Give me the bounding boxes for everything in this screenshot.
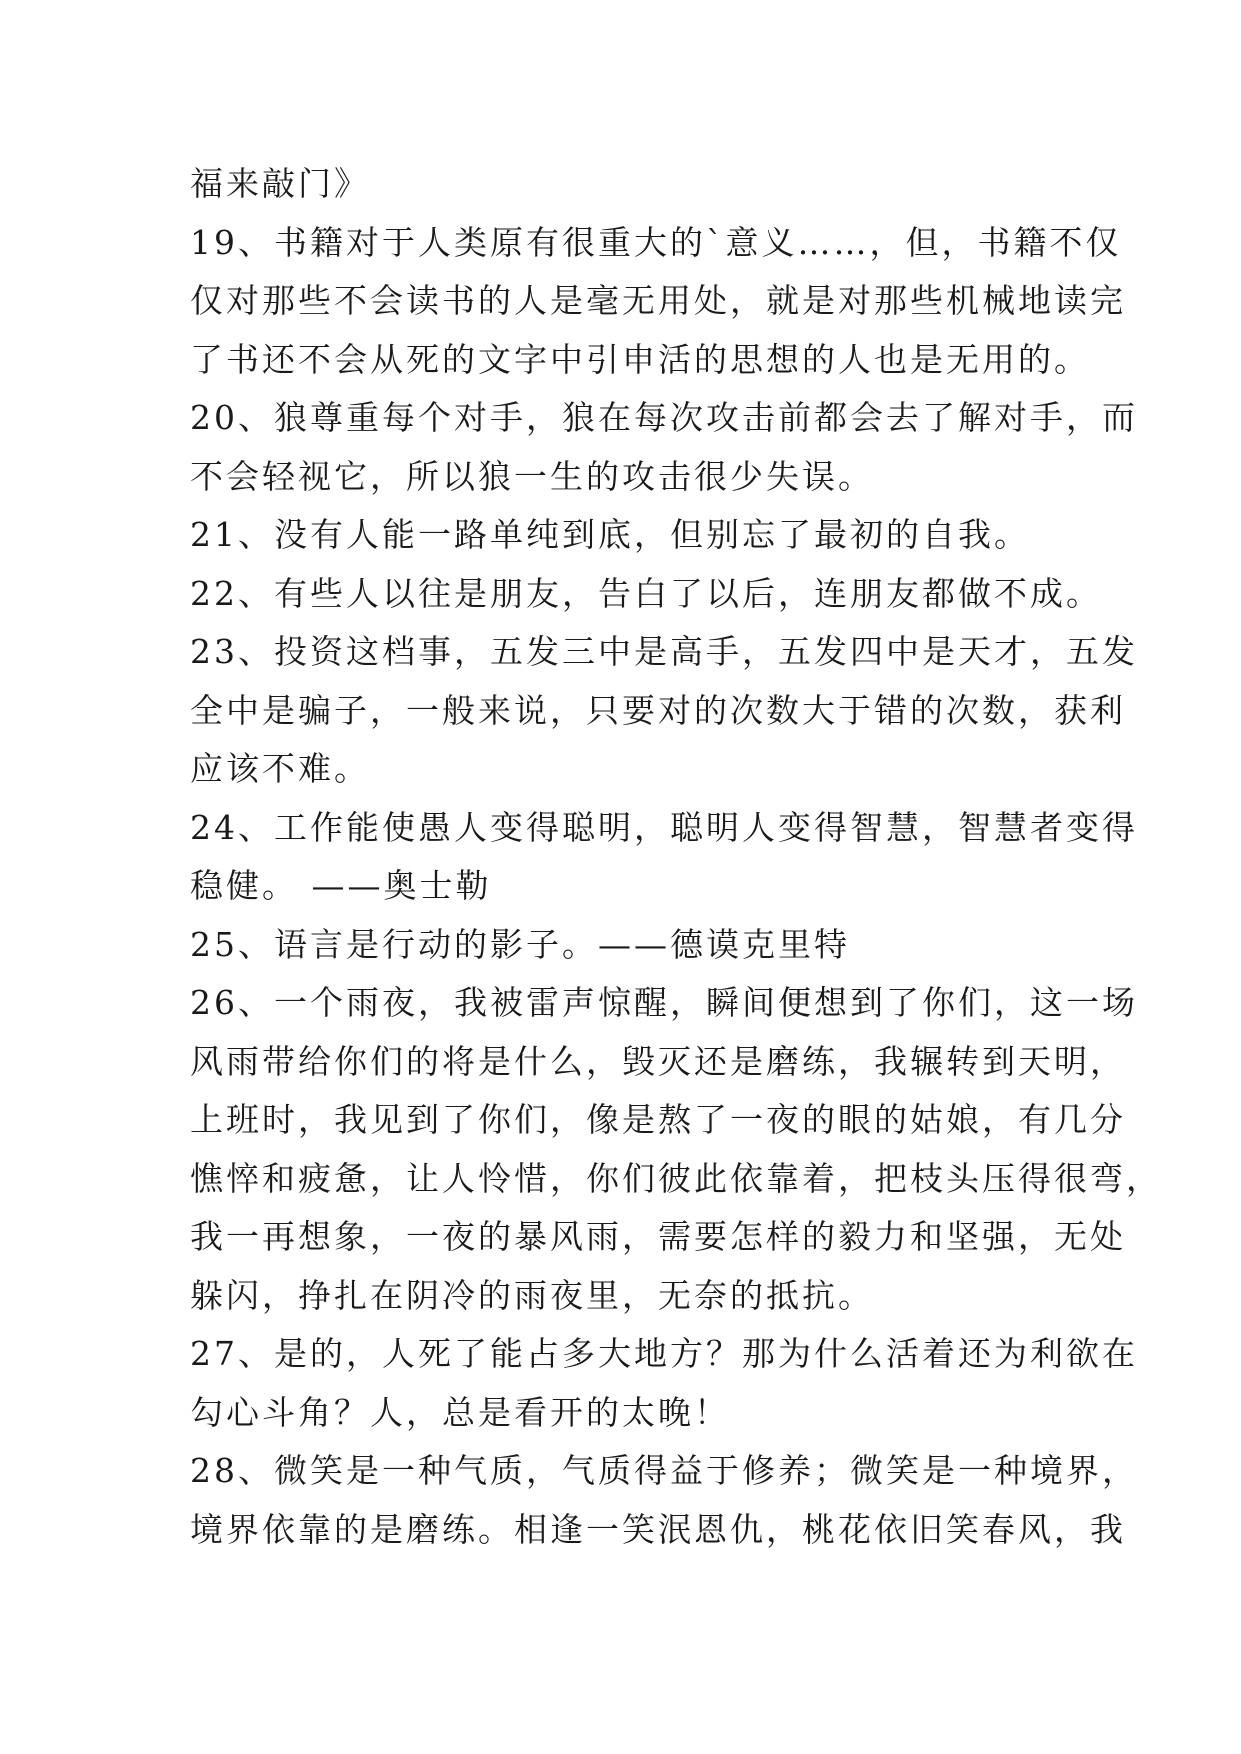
text-line: 福来敲门》	[190, 164, 370, 203]
text-line: 勾心斗角？人，总是看开的太晚！	[190, 1392, 730, 1432]
text-line: 风雨带给你们的将是什么，毁灭还是磨练，我辗转到天明，	[190, 1041, 1126, 1081]
text-line: 上班时，我见到了你们，像是熬了一夜的眼的姑娘，有几分	[190, 1100, 1126, 1139]
text-line: 21、没有人能一路单纯到底，但别忘了最初的自我。	[190, 515, 1030, 554]
document-body	[190, 155, 1162, 1559]
text-line: 27、是的，人死了能占多大地方？那为什么活着还为利欲在	[190, 1334, 1138, 1373]
text-line: 稳健。 ——奥士勒	[190, 866, 492, 905]
text-line: 23、投资这档事，五发三中是高手，五发四中是天才，五发	[190, 632, 1138, 671]
text-line: 25、语言是行动的影子。——德谟克里特	[190, 924, 850, 964]
text-line: 躲闪，挣扎在阴冷的雨夜里，无奈的抵抗。	[190, 1275, 874, 1315]
text-line: 应该不难。	[190, 749, 370, 788]
text-line: 全中是骗子，一般来说，只要对的次数大于错的次数，获利	[190, 690, 1126, 730]
text-line: 我一再想象，一夜的暴风雨，需要怎样的毅力和坚强，无处	[190, 1217, 1126, 1256]
text-line: 境界依靠的是磨练。相逢一笑泯恩仇，桃花依旧笑春风，我	[190, 1509, 1126, 1549]
text-line: 了书还不会从死的文字中引申活的思想的人也是无用的。	[190, 339, 1090, 379]
text-line: 24、工作能使愚人变得聪明，聪明人变得智慧，智慧者变得	[190, 807, 1138, 847]
text-line: 19、书籍对于人类原有很重大的`意义……，但，书籍不仅	[190, 222, 1122, 262]
text-line: 22、有些人以往是朋友，告白了以后，连朋友都做不成。	[190, 573, 1102, 613]
text-line: 憔悴和疲惫，让人怜惜，你们彼此依靠着，把枝头压得很弯，	[190, 1158, 1162, 1198]
text-line: 26、一个雨夜，我被雷声惊醒，瞬间便想到了你们，这一场	[190, 983, 1138, 1022]
text-line: 20、狼尊重每个对手，狼在每次攻击前都会去了解对手，而	[190, 398, 1138, 437]
text-line: 不会轻视它，所以狼一生的攻击很少失误。	[190, 456, 874, 496]
text-line: 28、微笑是一种气质，气质得益于修养；微笑是一种境界，	[190, 1451, 1138, 1490]
text-line: 仅对那些不会读书的人是毫无用处，就是对那些机械地读完	[190, 281, 1126, 320]
